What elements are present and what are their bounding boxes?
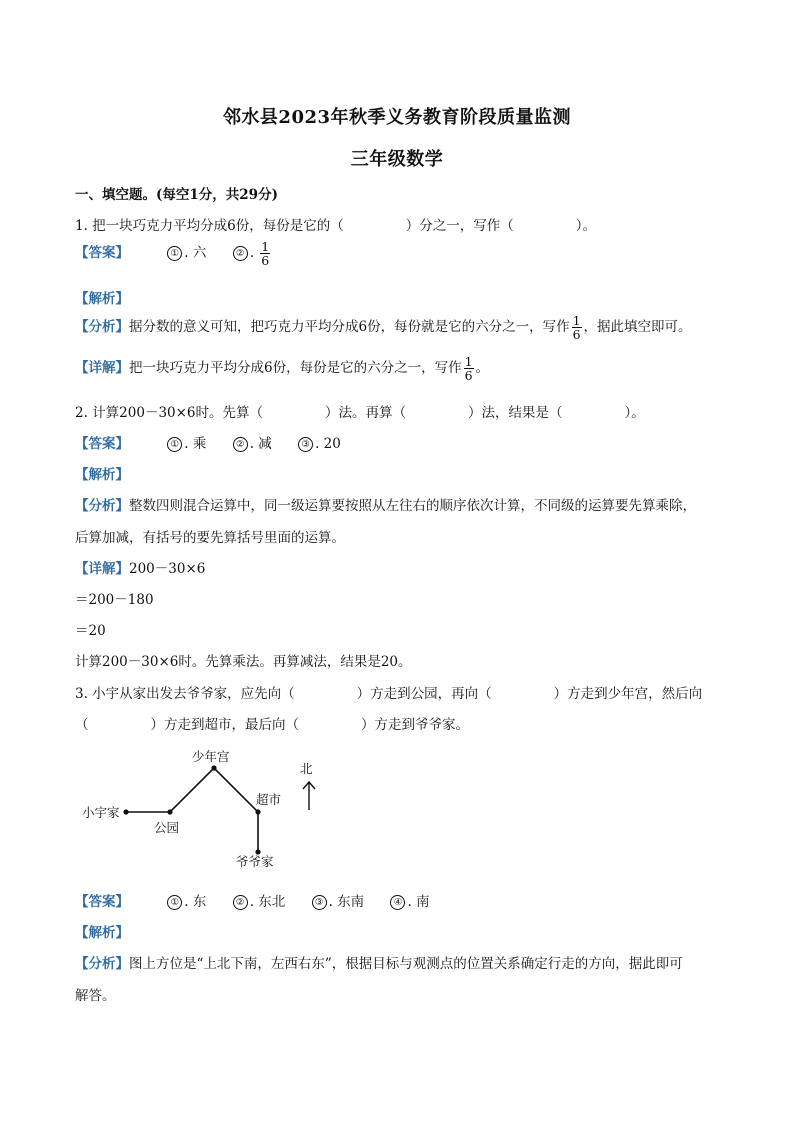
question-3-line-1 [75, 682, 702, 702]
question-2 [75, 401, 645, 421]
page-subtitle: 三年级数学 [350, 149, 444, 170]
route-map [70, 740, 350, 875]
q2-stem-c: ）法，结果是（ [468, 405, 563, 421]
analysis-label: 【解析】 [75, 291, 129, 307]
q1-fenxi [75, 314, 692, 341]
answer-number: ② [233, 246, 248, 261]
q1-fenxi-a: 据分数的意义可知，把巧克力平均分成6份，每份就是它的六分之一，写作 [129, 319, 570, 335]
answer-text: . 六 [184, 245, 207, 261]
q2-fenxi-2: 后算加减，有括号的要先算括号里面的运算。 [75, 530, 345, 546]
answer-number: ③ [298, 437, 313, 452]
point-home [123, 809, 128, 814]
q3-stem-d: （ [75, 717, 89, 733]
q1-fenxi-b: ，据此填空即可。 [583, 319, 692, 335]
q2-answer [75, 432, 363, 452]
answer-text: . 东北 [249, 894, 286, 910]
fraction [572, 314, 582, 341]
section-heading: 一、填空题。(每空1分，共29分) [75, 187, 278, 203]
point-park [167, 809, 172, 814]
answer-number: ③ [312, 895, 327, 910]
label-park: 公园 [154, 820, 180, 835]
answer-label: 【答案】 [75, 245, 129, 261]
q3-fenxi-1 [75, 952, 683, 972]
question-3-line-2 [75, 713, 469, 733]
q2-stem-b: ）法。再算（ [325, 405, 407, 421]
fraction-denominator: 6 [572, 327, 581, 342]
q2-conclusion: 计算200－30×6时。先算乘法。再算减法，结果是20。 [75, 654, 412, 670]
q1-stem-a: 1. 把一块巧克力平均分成6份，每份是它的（ [75, 218, 344, 234]
q1-xiangjie [75, 355, 489, 382]
fraction-numerator: 1 [572, 313, 581, 328]
answer-number: ① [167, 437, 182, 452]
q1-stem-c: ）。 [575, 218, 597, 234]
q3-fenxi-1-text: 图上方位是“上北下南，左西右东”，根据目标与观测点的位置关系确定行走的方向，据此即可 [129, 956, 683, 972]
q1-stem-b: ）分之一，写作（ [405, 218, 514, 234]
q2-analysis-label [75, 463, 129, 483]
q2-step-1: ＝200－180 [75, 592, 154, 608]
answer-text: . 乘 [184, 436, 207, 452]
fraction [260, 240, 270, 267]
answer-number: ④ [390, 895, 405, 910]
q3-stem-b: ）方走到公园，再向（ [356, 686, 492, 702]
fenxi-label: 【分析】 [75, 498, 129, 514]
point-palace [211, 765, 216, 770]
answer-number: ① [167, 895, 182, 910]
q2-xiangjie-text: 200－30×6 [129, 561, 206, 577]
q3-stem-f: ）方走到爷爷家。 [361, 717, 469, 733]
fraction-numerator: 1 [464, 354, 473, 369]
q2-stem-d: ）。 [624, 405, 645, 421]
q2-xiangjie [75, 557, 205, 577]
fraction-denominator: 6 [464, 368, 473, 383]
q3-stem-a: 3. 小宇从家出发去爷爷家，应先向（ [75, 686, 295, 702]
q3-fenxi-2: 解答。 [75, 988, 116, 1004]
q1-xiangjie-b: 。 [475, 360, 490, 376]
q2-stem-a: 2. 计算200－30×6时。先算（ [75, 405, 264, 421]
label-grandpa: 爷爷家 [236, 854, 274, 869]
q2-step-2: ＝20 [75, 623, 106, 639]
label-market: 超市 [256, 792, 282, 807]
fraction-denominator: 6 [261, 253, 270, 268]
fenxi-label: 【分析】 [75, 956, 129, 972]
q1-xiangjie-a: 把一块巧克力平均分成6份，每份是它的六分之一，写作 [129, 360, 462, 376]
answer-text: . 减 [249, 436, 272, 452]
q3-stem-c: ）方走到少年宫，然后向 [553, 686, 703, 702]
answer-text: . 20 [315, 436, 341, 452]
route-line [126, 768, 258, 852]
answer-text: . 南 [407, 894, 430, 910]
q3-stem-e: ）方走到超市，最后向（ [150, 717, 299, 733]
answer-dot: . [249, 245, 254, 261]
answer-number: ② [233, 437, 248, 452]
q1-analysis-label [75, 287, 129, 307]
answer-number: ① [167, 246, 182, 261]
label-home: 小宇家 [82, 805, 120, 820]
q3-analysis-label [75, 921, 129, 941]
fraction [464, 355, 474, 382]
question-1 [75, 214, 596, 234]
xiangjie-label: 【详解】 [75, 360, 129, 376]
label-palace: 少年宫 [192, 749, 230, 764]
answer-label: 【答案】 [75, 436, 129, 452]
q2-fenxi-1 [75, 494, 696, 514]
answer-text: . 东 [184, 894, 207, 910]
answer-number: ② [233, 895, 248, 910]
answer-label: 【答案】 [75, 894, 129, 910]
analysis-label: 【解析】 [75, 925, 129, 941]
q1-answer [75, 240, 272, 267]
point-market [255, 809, 260, 814]
xiangjie-label: 【详解】 [75, 561, 129, 577]
q3-answer [75, 890, 452, 910]
fraction-numerator: 1 [261, 239, 270, 254]
q2-fenxi-1-text: 整数四则混合运算中，同一级运算要按照从左往右的顺序依次计算，不同级的运算要先算乘除， [129, 498, 696, 514]
page-title: 邻水县2023年秋季义务教育阶段质量监测 [222, 107, 572, 128]
answer-text: . 东南 [328, 894, 365, 910]
fenxi-label: 【分析】 [75, 319, 129, 335]
label-north: 北 [300, 761, 313, 776]
analysis-label: 【解析】 [75, 467, 129, 483]
